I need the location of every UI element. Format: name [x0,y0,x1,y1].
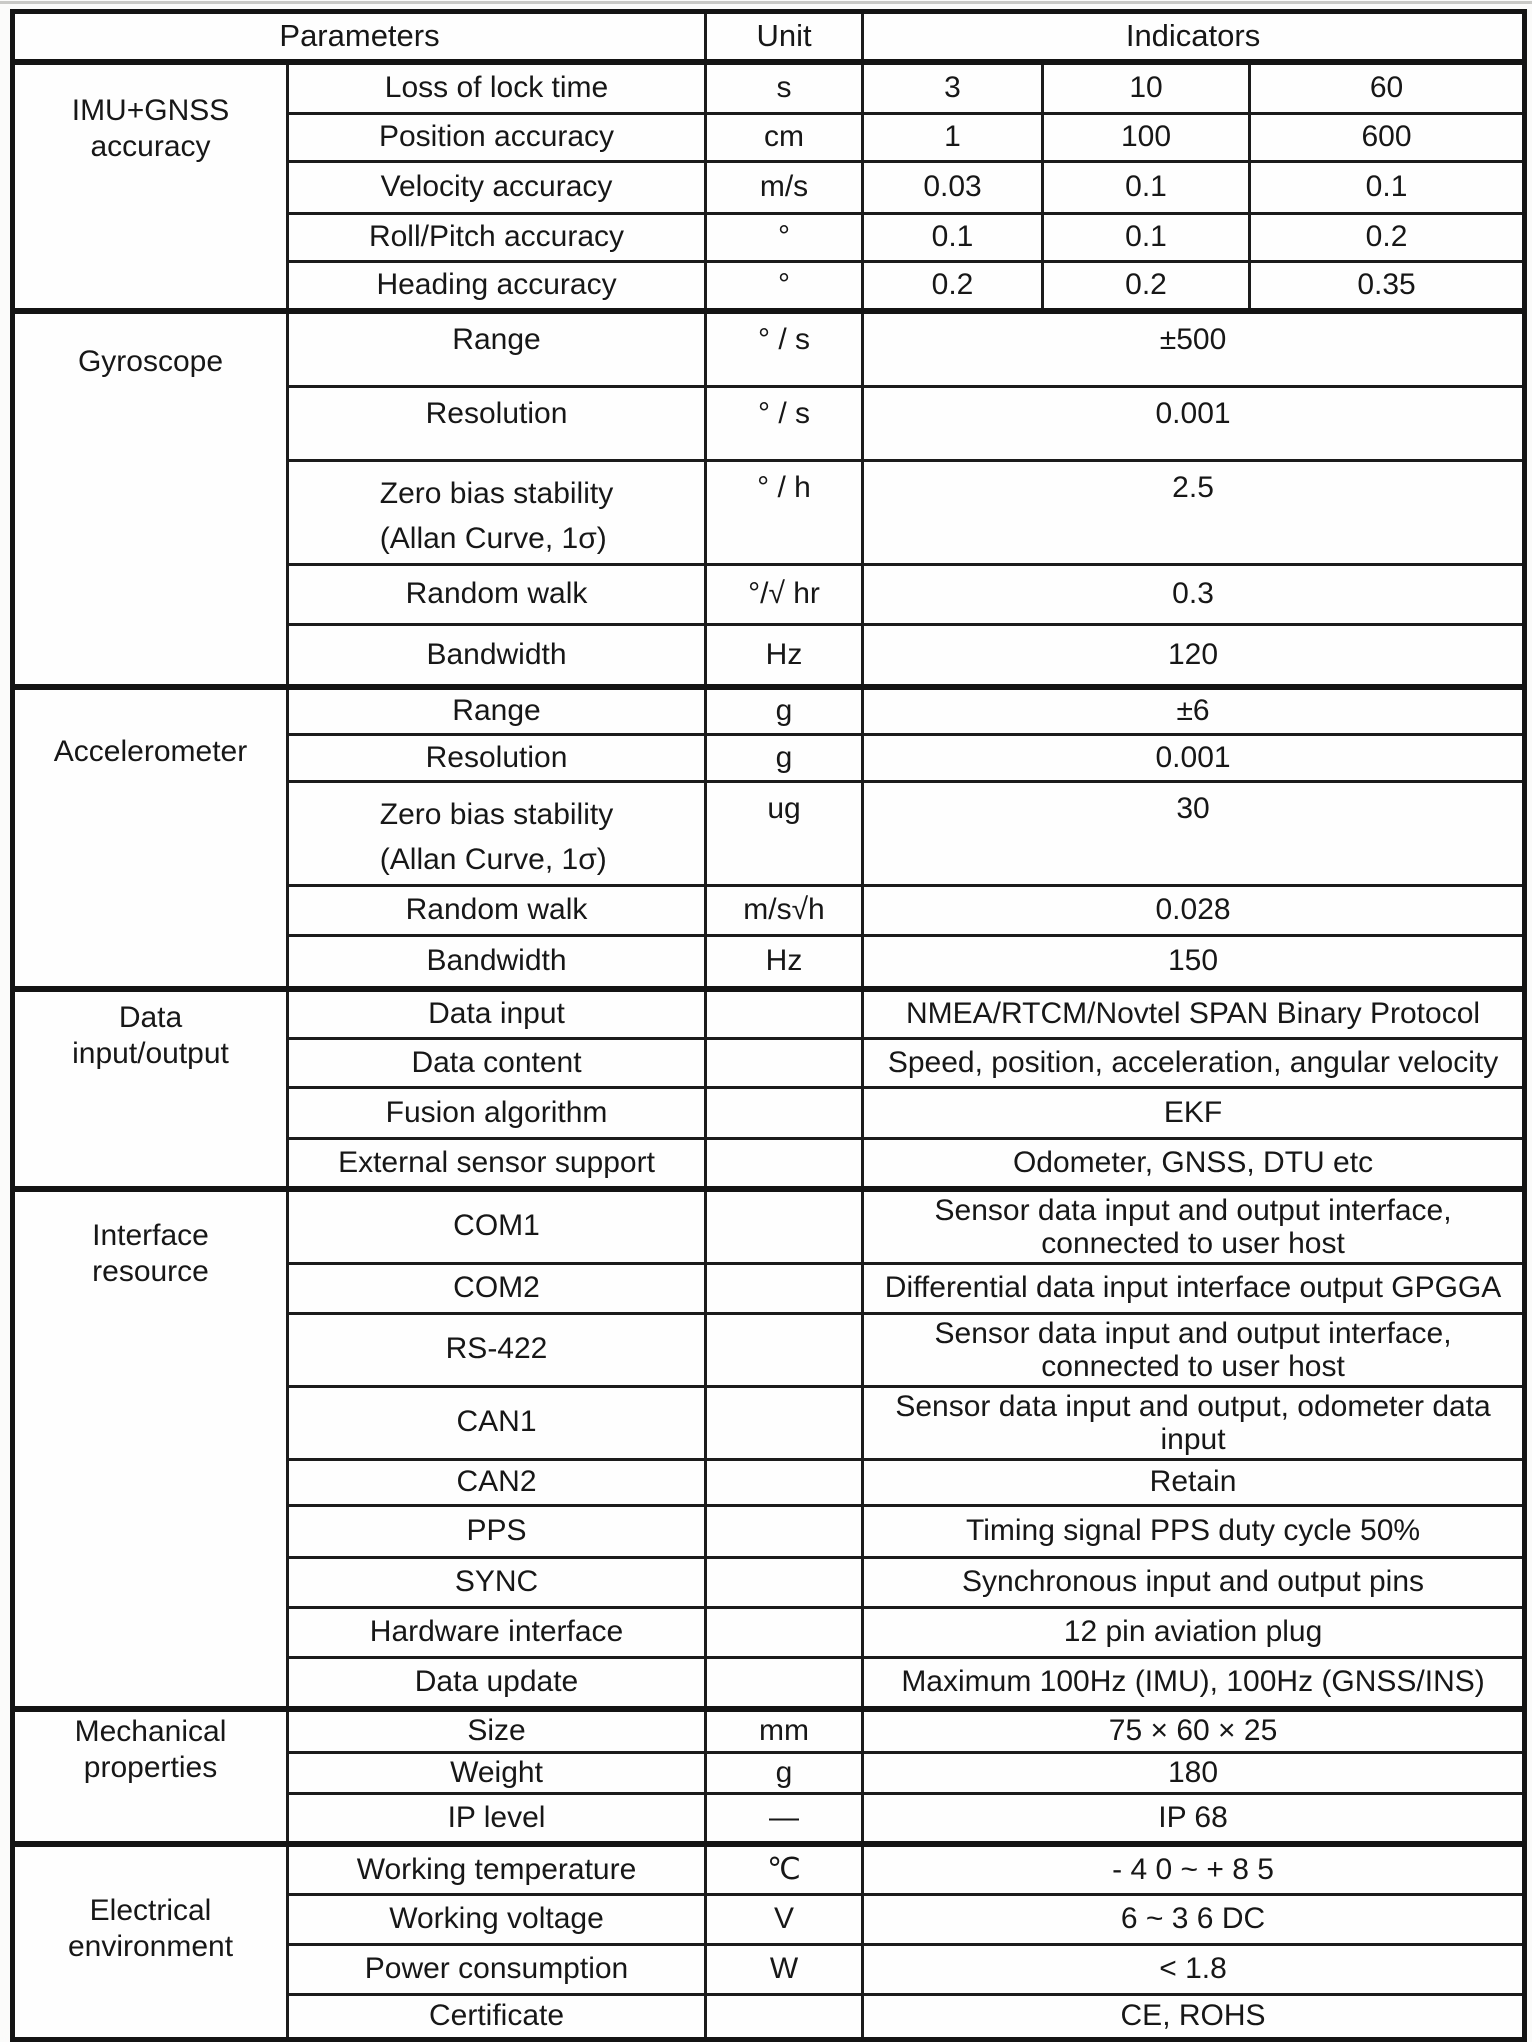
value-cell: 1 [863,114,1043,162]
param-cell: Loss of lock time [288,62,706,114]
value-cell: Odometer, GNSS, DTU etc [863,1139,1525,1189]
group-cell-gyroscope [13,311,288,687]
table-row [13,1709,1525,1752]
group-cell-mechanical-properties [13,1709,288,1844]
value-cell: 2.5 [863,461,1525,565]
param-cell: Roll/Pitch accuracy [288,214,706,262]
value-cell: 0.2 [863,262,1043,311]
unit-cell: °/√ hr [706,565,863,625]
param-cell: Bandwidth [288,625,706,687]
group-cell-electrical-environment [13,1844,288,2040]
param-cell: COM2 [288,1263,706,1313]
param-cell: Data update [288,1657,706,1709]
unit-cell [706,1263,863,1313]
value-cell: EKF [863,1088,1525,1139]
value-cell: ±6 [863,687,1525,735]
param-cell: Range [288,687,706,735]
value-cell: 30 [863,782,1525,886]
unit-cell [706,1459,863,1505]
value-cell: 12 pin aviation plug [863,1607,1525,1657]
unit-cell [706,1505,863,1557]
value-cell: NMEA/RTCM/Novtel SPAN Binary Protocol [863,989,1525,1039]
param-cell: External sensor support [288,1139,706,1189]
value-cell: 0.03 [863,162,1043,214]
group-label: IMU+GNSS [71,93,230,127]
value-cell: 0.1 [1043,214,1250,262]
value-cell: 600 [1250,114,1525,162]
group-label: Electrical [89,1893,212,1927]
param-cell: Fusion algorithm [288,1088,706,1139]
value-cell: 0.001 [863,735,1525,782]
param-cell: CAN1 [288,1386,706,1459]
param-line: Zero bias stability [379,477,614,510]
param-cell: Random walk [288,886,706,936]
unit-cell [706,989,863,1039]
group-label: properties [83,1751,218,1784]
value-cell: 0.1 [1043,162,1250,214]
value-cell: 60 [1250,62,1525,114]
header-unit: Unit [706,12,863,62]
param-cell: Resolution [288,387,706,461]
param-cell: SYNC [288,1557,706,1607]
param-cell [288,782,706,886]
unit-cell [706,1313,863,1386]
value-cell: 6 ~ 3 6 DC [863,1895,1525,1945]
param-cell [288,461,706,565]
unit-cell [706,1607,863,1657]
param-cell: IP level [288,1794,706,1844]
param-cell: Power consumption [288,1945,706,1995]
param-cell: Random walk [288,565,706,625]
unit-cell [706,1557,863,1607]
unit-cell: — [706,1794,863,1844]
value-cell: Synchronous input and output pins [863,1557,1525,1607]
param-cell: Size [288,1709,706,1752]
param-cell: PPS [288,1505,706,1557]
param-cell: COM1 [288,1189,706,1264]
unit-cell: g [706,687,863,735]
value-cell: 0.028 [863,886,1525,936]
group-label: input/output [72,1036,229,1070]
group-cell-imu-gnss-accuracy [13,62,288,311]
unit-cell: ° [706,214,863,262]
table-row [13,311,1525,387]
param-cell: RS-422 [288,1313,706,1386]
header-row [13,12,1525,62]
param-cell: Working voltage [288,1895,706,1945]
unit-cell [706,1139,863,1189]
value-cell: 0.3 [863,565,1525,625]
param-line: (Allan Curve, 1σ) [379,522,607,555]
unit-cell [706,1386,863,1459]
unit-cell: ° / s [706,387,863,461]
unit-cell [706,1039,863,1088]
group-cell-interface-resource [13,1189,288,1710]
value-cell: Speed, position, acceleration, angular velocity [863,1039,1525,1088]
value-cell: Differential data input interface output GPGGA [863,1263,1525,1313]
group-cell-accelerometer [13,687,288,989]
table-row [13,1189,1525,1264]
value-cell: Sensor data input and output, odometer data input [863,1386,1525,1459]
table-row [13,989,1525,1039]
param-cell: Weight [288,1752,706,1794]
unit-cell: ℃ [706,1844,863,1895]
group-label: Mechanical [74,1715,227,1748]
header-parameters: Parameters [13,12,706,62]
unit-cell: g [706,1752,863,1794]
value-cell: 3 [863,62,1043,114]
table-row [13,1844,1525,1895]
value-cell: IP 68 [863,1794,1525,1844]
unit-cell [706,1995,863,2040]
param-cell: Velocity accuracy [288,162,706,214]
value-cell: 100 [1043,114,1250,162]
unit-cell: cm [706,114,863,162]
value-cell: 10 [1043,62,1250,114]
value-cell: 0.1 [1250,162,1525,214]
unit-cell: g [706,735,863,782]
param-cell: Working temperature [288,1844,706,1895]
group-label: Accelerometer [53,734,248,768]
scan-artifact-line [0,1,1532,4]
value-cell: Maximum 100Hz (IMU), 100Hz (GNSS/INS) [863,1657,1525,1709]
value-cell: 0.2 [1043,262,1250,311]
value-cell: 0.2 [1250,214,1525,262]
table-row [13,687,1525,735]
param-cell: Position accuracy [288,114,706,162]
group-label: resource [92,1254,209,1288]
unit-cell: m/s [706,162,863,214]
unit-cell: W [706,1945,863,1995]
value-cell: Retain [863,1459,1525,1505]
param-cell: Certificate [288,1995,706,2040]
param-line: Zero bias stability [379,798,614,831]
value-cell: Sensor data input and output interface, connected to user host [863,1313,1525,1386]
group-label: Gyroscope [77,344,224,378]
value-cell: 75 × 60 × 25 [863,1709,1525,1752]
unit-cell: ° / h [706,461,863,565]
unit-cell: Hz [706,625,863,687]
unit-cell: ug [706,782,863,886]
value-cell: 0.001 [863,387,1525,461]
value-cell: 0.1 [863,214,1043,262]
value-cell: CE, ROHS [863,1995,1525,2040]
value-cell: < 1.8 [863,1945,1525,1995]
header-indicators: Indicators [863,12,1525,62]
value-cell: 120 [863,625,1525,687]
unit-cell: ° / s [706,311,863,387]
group-label: environment [67,1929,234,1963]
unit-cell: ° [706,262,863,311]
param-cell: CAN2 [288,1459,706,1505]
param-cell: Hardware interface [288,1607,706,1657]
value-cell: Sensor data input and output interface, connected to user host [863,1189,1525,1264]
param-cell: Heading accuracy [288,262,706,311]
param-cell: Data content [288,1039,706,1088]
group-label: accuracy [90,129,211,163]
value-cell: 180 [863,1752,1525,1794]
spec-table [10,9,1527,2042]
unit-cell [706,1657,863,1709]
param-cell: Resolution [288,735,706,782]
value-cell: 150 [863,936,1525,989]
unit-cell [706,1189,863,1264]
group-label: Interface [92,1218,209,1252]
unit-cell: V [706,1895,863,1945]
unit-cell: m/s√h [706,886,863,936]
param-cell: Bandwidth [288,936,706,989]
unit-cell [706,1088,863,1139]
value-cell: - 4 0 ~ + 8 5 [863,1844,1525,1895]
unit-cell: Hz [706,936,863,989]
unit-cell: mm [706,1709,863,1752]
value-cell: Timing signal PPS duty cycle 50% [863,1505,1525,1557]
param-cell: Range [288,311,706,387]
unit-cell: s [706,62,863,114]
param-line: (Allan Curve, 1σ) [379,843,607,876]
value-cell: 0.35 [1250,262,1525,311]
param-cell: Data input [288,989,706,1039]
value-cell: ±500 [863,311,1525,387]
table-row [13,62,1525,114]
group-label: Data [118,1000,183,1034]
group-cell-data-input-output [13,989,288,1189]
